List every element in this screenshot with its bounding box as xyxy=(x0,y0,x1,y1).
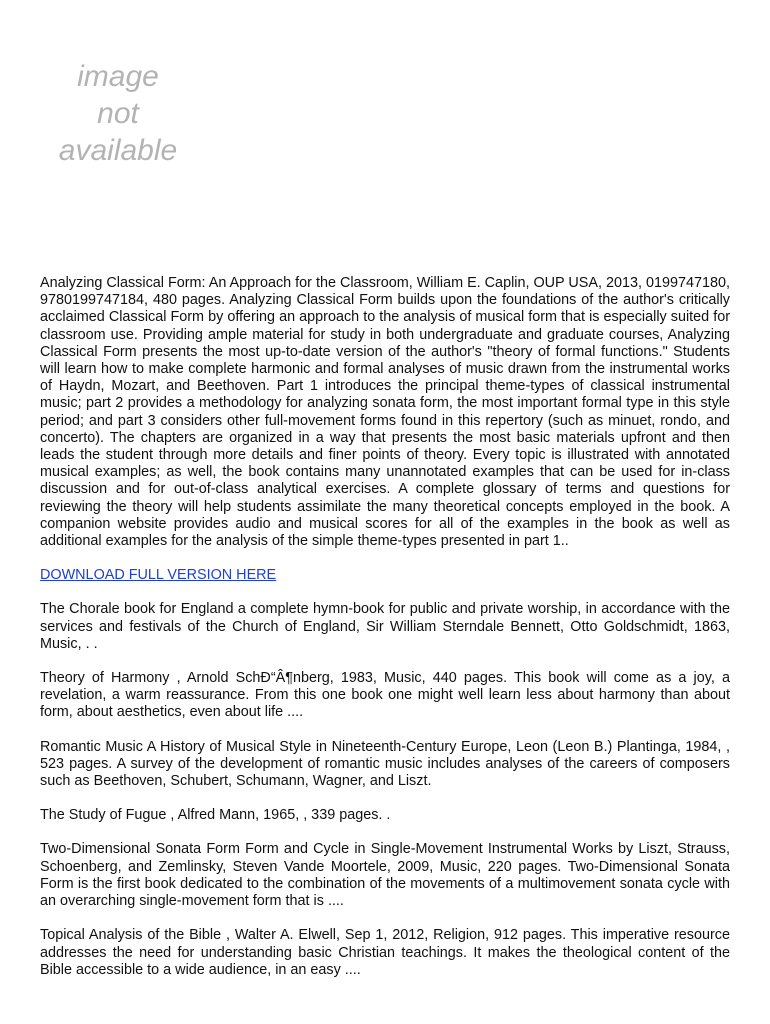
placeholder-line: image xyxy=(77,60,159,93)
image-not-available-placeholder xyxy=(40,58,196,178)
related-book-entry: Two-Dimensional Sonata Form Form and Cycle in Single-Movement Instrumental Works by Liszt, Strauss, Schoenberg, and Zemlinsky, Steven Vande Moortele, 2009, Music, 220 pages. Two-Dimensional Sonata Form is the first book dedicated to the combination of the movements of a multimovement sonata cycle with an overarching single-movement form that is .... xyxy=(40,841,730,910)
document-body xyxy=(40,275,730,996)
related-book-entry: The Chorale book for England a complete hymn-book for public and private worship, in accordance with the services and festivals of the Church of England, Sir William Sterndale Bennett, Otto Goldschmidt, 1863, Music, . . xyxy=(40,601,730,652)
main-book-description: Analyzing Classical Form: An Approach for the Classroom, William E. Caplin, OUP USA, 2013, 0199747180, 9780199747184, 480 pages. Analyzing Classical Form builds upon the foundations of the author's critically acclaimed Classical Form by offering an approach to the analysis of musical form that is especially suited for classroom use. Providing ample material for study in both undergraduate and graduate courses, Analyzing Classical Form presents the most up-to-date version of the author's "theory of formal functions." Students will learn how to make complete harmonic and formal analyses of music drawn from the instrumental works of Haydn, Mozart, and Beethoven. Part 1 introduces the principal theme-types of classical instrumental music; part 2 provides a methodology for analyzing sonata form, the most important formal type in this style period; and part 3 considers other full-movement forms found in this repertory (such as minuet, rondo, and concerto). The chapters are organized in a way that presents the most basic materials upfront and then leads the student through more details and finer points of theory. Every topic is illustrated with annotated musical examples; as well, the book contains many unannotated examples that can be used for in-class discussion and for out-of-class analytical exercises. A complete glossary of terms and questions for reviewing the theory will help students assimilate the many theoretical concepts employed in the book. A companion website provides audio and musical scores for all of the examples in the book as well as additional examples for the analysis of the simple theme-types presented in part 1.. xyxy=(40,275,731,550)
placeholder-line: available xyxy=(58,134,178,167)
download-full-version-link[interactable]: DOWNLOAD FULL VERSION HERE xyxy=(40,567,277,584)
related-book-entry: Romantic Music A History of Musical Style in Nineteenth-Century Europe, Leon (Leon B.) Plantinga, 1984, , 523 pages. A survey of the development of romantic music includes analyses of the careers of composers such as Beethoven, Schubert, Schumann, Wagner, and Liszt. xyxy=(40,738,730,790)
placeholder-line: not xyxy=(97,97,139,130)
related-book-entry: Topical Analysis of the Bible , Walter A. Elwell, Sep 1, 2012, Religion, 912 pages. This imperative resource addresses the need for understanding basic Christian teachings. It makes the theological content of the Bible accessible to a wide audience, in an easy .... xyxy=(40,927,730,978)
related-book-entry: Theory of Harmony , Arnold SchĐ“Â¶nberg, 1983, Music, 440 pages. This book will come as a joy, a revelation, a warm reassurance. From this one book one might well learn less about harmony than about form, about aesthetics, even about life .... xyxy=(40,670,730,721)
related-book-entry: The Study of Fugue , Alfred Mann, 1965, , 339 pages. . xyxy=(40,807,391,824)
